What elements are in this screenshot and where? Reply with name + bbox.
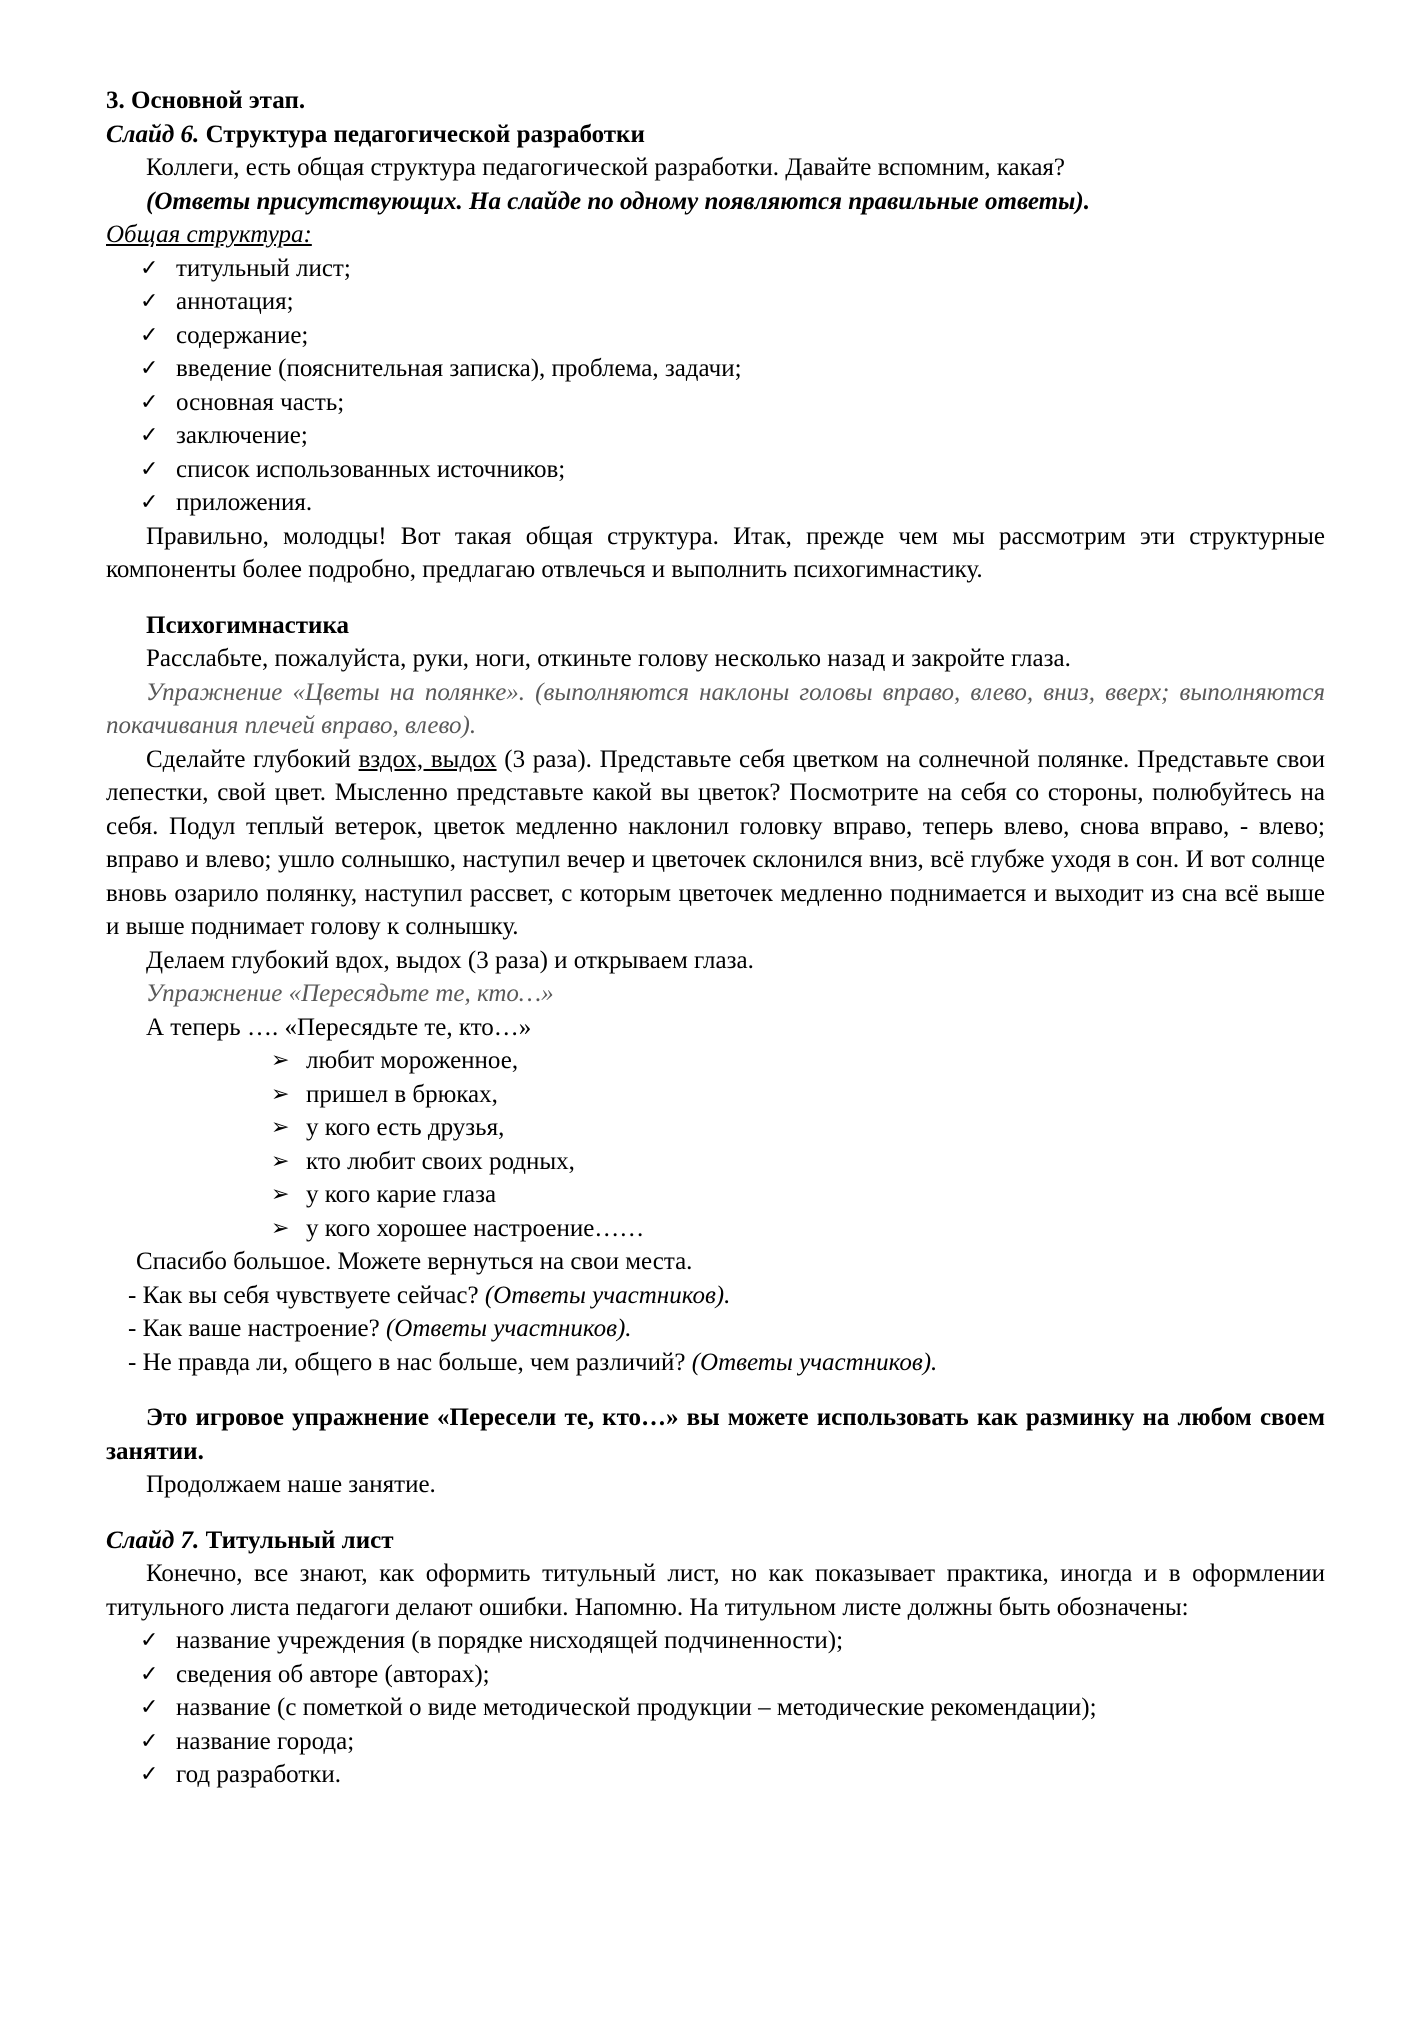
question-line-2	[106, 1312, 1325, 1346]
list-item-label: кто любит своих родных,	[306, 1147, 575, 1175]
list-item-label: приложения.	[176, 489, 313, 516]
continue-line: Продолжаем наше занятие.	[146, 1471, 436, 1498]
list-item	[106, 1691, 1325, 1725]
list-item	[106, 1178, 1325, 1212]
praise-paragraph: Правильно, молодцы! Вот такая общая структура. Итак, прежде чем мы рассмотрим эти структурные компоненты более подробно, предлагаю отвлечься и выполнить психогимнастику.	[106, 522, 1325, 583]
check-icon: ✓	[140, 490, 159, 515]
list-item-label: год разработки.	[176, 1761, 342, 1788]
list-item	[106, 453, 1325, 487]
list-item	[106, 1658, 1325, 1692]
list-item-label: введение (пояснительная записка), проблема, задачи;	[176, 355, 742, 382]
list-item	[106, 319, 1325, 353]
list-item	[106, 1212, 1325, 1246]
check-icon: ✓	[140, 322, 159, 348]
list-item	[106, 419, 1325, 453]
breath-paragraph	[106, 743, 1325, 944]
check-icon: ✓	[140, 1762, 159, 1787]
list-item	[106, 1758, 1325, 1792]
list-item	[106, 1044, 1325, 1078]
answers-inline-note: (Ответы участников).	[385, 1315, 632, 1342]
list-item-label: название (с пометкой о виде методической продукции – методические рекомендации);	[176, 1694, 1097, 1721]
slide6-heading	[106, 118, 1325, 152]
list-item-label: пришел в брюках,	[306, 1080, 498, 1108]
list-item	[106, 486, 1325, 520]
list-item-label: аннотация;	[176, 288, 294, 315]
slide7-heading	[106, 1524, 1325, 1558]
list-item-label: название города;	[176, 1727, 355, 1755]
move-list	[106, 1044, 1325, 1245]
list-item	[106, 1145, 1325, 1179]
list-item-label: титульный лист;	[176, 254, 351, 282]
list-item-label: основная часть;	[176, 388, 345, 416]
check-icon: ✓	[140, 1628, 159, 1653]
list-item	[106, 1624, 1325, 1658]
check-icon: ✓	[140, 389, 159, 415]
slide7-label: Слайд 7.	[106, 1526, 200, 1554]
check-icon: ✓	[140, 289, 159, 314]
list-item-label: у кого есть друзья,	[306, 1114, 505, 1141]
question-line-1	[106, 1279, 1325, 1313]
list-item-label: содержание;	[176, 321, 309, 349]
question-text: - Не правда ли, общего в нас больше, чем различий?	[128, 1348, 692, 1376]
slide6-title: Структура педагогической разработки	[199, 120, 645, 148]
list-item-label: любит мороженное,	[306, 1047, 519, 1074]
list-item-label: у кого хорошее настроение……	[306, 1214, 645, 1242]
check-icon: ✓	[140, 1661, 159, 1687]
list-item	[106, 386, 1325, 420]
list-item-label: название учреждения (в порядке нисходящей подчиненности);	[176, 1627, 844, 1654]
list-item	[106, 352, 1325, 386]
check-icon: ✓	[140, 423, 159, 448]
game-note-paragraph: Это игровое упражнение «Пересели те, кто…» вы можете использовать как разминку на любом своем занятии.	[106, 1404, 1325, 1465]
thanks-line: Спасибо большое. Можете вернуться на свои места.	[136, 1248, 693, 1275]
question-text: - Как вы себя чувствуете сейчас?	[128, 1281, 485, 1309]
breath-text: Сделайте глубокий	[146, 745, 359, 773]
answers-note: (Ответы присутствующих. На слайде по одному появляются правильные ответы).	[146, 187, 1090, 215]
spacer	[106, 587, 1325, 609]
now-line: А теперь …. «Пересядьте те, кто…»	[146, 1013, 532, 1041]
exercise2-note: Упражнение «Пересядьте те, кто…»	[146, 980, 554, 1007]
breath-underlined: вздох, выдох	[358, 745, 497, 773]
spacer	[106, 1502, 1325, 1524]
question-text: - Как ваше настроение?	[128, 1315, 386, 1342]
relax-paragraph: Расслабьте, пожалуйста, руки, ноги, откиньте голову несколько назад и закройте глаза.	[146, 645, 1071, 672]
slide7-title: Титульный лист	[199, 1526, 394, 1554]
list-item-label: сведения об авторе (авторах);	[176, 1660, 490, 1688]
exercise1-note: Упражнение «Цветы на полянке». (выполняются наклоны головы вправо, влево, вниз, вверх; выполняются покачивания плечей вправо, влево).	[106, 678, 1325, 739]
breath-open-paragraph: Делаем глубокий вдох, выдох (3 раза) и открываем глаза.	[146, 946, 754, 974]
question-line-3	[106, 1346, 1325, 1380]
answers-inline-note: (Ответы участников).	[691, 1348, 938, 1376]
list-item	[106, 285, 1325, 319]
list-item-label: список использованных источников;	[176, 455, 566, 483]
section-heading: 3. Основной этап.	[106, 87, 306, 114]
list-item-label: заключение;	[176, 422, 308, 449]
list-item-label: у кого карие глаза	[306, 1181, 497, 1208]
arrow-icon: ➢	[271, 1081, 290, 1107]
check-icon: ✓	[140, 456, 159, 482]
arrow-icon: ➢	[271, 1148, 290, 1174]
spacer	[106, 1379, 1325, 1401]
breath-text-continued: (3 раза). Представьте себя цветком на солнечной полянке. Представьте свои лепестки, свой цвет. Мысленно представьте какой вы цветок? Посмотрите на себя со стороны, полюбуйтесь на себя. Подул теплый ветерок, цветок медленно наклонил головку вправо, теперь влево, снова вправо, - влево; вправо и влево; ушло солнышко, наступил вечер и цветочек склонился вниз, всё глубже уходя в сон. И вот солнце вновь озарило полянку, наступил рассвет, с которым цветочек медленно поднимается и выходит из сна всё выше и выше поднимает голову к солнышку.	[106, 745, 1326, 940]
list-item	[106, 1078, 1325, 1112]
arrow-icon: ➢	[271, 1182, 290, 1207]
arrow-icon: ➢	[271, 1215, 290, 1241]
check-icon: ✓	[140, 255, 159, 281]
slide7-intro-paragraph: Конечно, все знают, как оформить титульный лист, но как показывает практика, иногда и в оформлении титульного листа педагоги делают ошибки. Напомню. На титульном листе должны быть обозначены:	[106, 1560, 1325, 1621]
list-item	[106, 1725, 1325, 1759]
list-item	[106, 252, 1325, 286]
structure-checklist	[106, 252, 1325, 520]
structure-label: Общая структура:	[106, 221, 312, 248]
check-icon: ✓	[140, 1695, 159, 1720]
list-item	[106, 1111, 1325, 1145]
check-icon: ✓	[140, 1728, 159, 1754]
intro-paragraph: Коллеги, есть общая структура педагогической разработки. Давайте вспомним, какая?	[146, 154, 1066, 181]
slide6-label: Слайд 6.	[106, 120, 200, 148]
psycho-heading: Психогимнастика	[146, 611, 349, 639]
answers-inline-note: (Ответы участников).	[484, 1281, 731, 1309]
check-icon: ✓	[140, 356, 159, 381]
title-page-checklist	[106, 1624, 1325, 1792]
arrow-icon: ➢	[271, 1115, 290, 1140]
arrow-icon: ➢	[271, 1048, 290, 1073]
